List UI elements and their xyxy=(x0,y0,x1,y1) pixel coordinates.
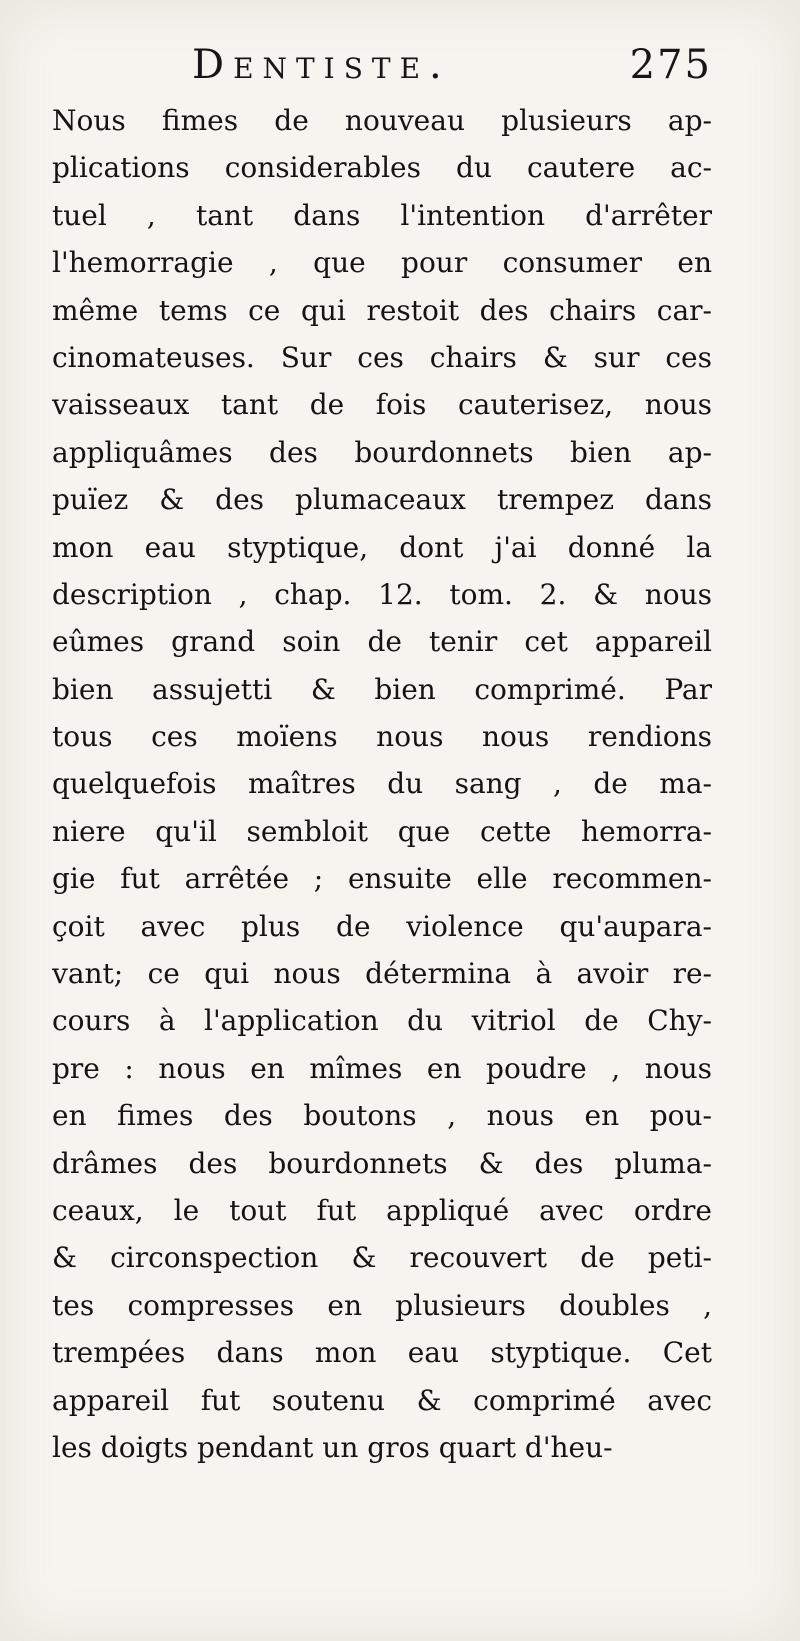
text-line: tuel , tant dans l'intention d'arrêter xyxy=(52,198,712,232)
text-line: tous ces moïens nous nous rendions xyxy=(52,720,712,754)
text-line: plications considerables du cautere ac- xyxy=(52,151,712,185)
text-line: pre : nous en mîmes en poudre , nous xyxy=(52,1051,712,1085)
text-line: niere qu'il sembloit que cette hemorra- xyxy=(52,814,712,848)
text-line: l'hemorragie , que pour consumer en xyxy=(52,246,712,280)
text-line: en fimes des boutons , nous en pou- xyxy=(52,1099,712,1133)
text-line: appareil fut soutenu & comprimé avec xyxy=(52,1383,712,1417)
text-line: vant; ce qui nous détermina à avoir re- xyxy=(52,957,712,991)
text-line: puïez & des plumaceaux trempez dans xyxy=(52,483,712,517)
text-line: çoit avec plus de violence qu'aupara- xyxy=(52,909,712,943)
body-text xyxy=(52,97,712,1471)
text-line: eûmes grand soin de tenir cet appareil xyxy=(52,625,712,659)
text-line: cours à l'application du vitriol de Chy- xyxy=(52,1004,712,1038)
text-line: appliquâmes des bourdonnets bien ap- xyxy=(52,435,712,469)
text-line: les doigts pendant un gros quart d'heu- xyxy=(52,1430,613,1464)
text-line: trempées dans mon eau styptique. Cet xyxy=(52,1336,712,1370)
text-line: drâmes des bourdonnets & des pluma- xyxy=(52,1146,712,1180)
text-line: vaisseaux tant de fois cauterisez, nous xyxy=(52,388,712,422)
text-line: gie fut arrêtée ; ensuite elle recommen- xyxy=(52,862,712,896)
text-line: cinomateuses. Sur ces chairs & sur ces xyxy=(52,340,712,374)
text-line: description , chap. 12. tom. 2. & nous xyxy=(52,577,712,611)
text-line: bien assujetti & bien comprimé. Par xyxy=(52,672,712,706)
page-number: 275 xyxy=(629,42,712,88)
text-line: Nous fimes de nouveau plusieurs ap- xyxy=(52,104,712,137)
running-title: Dentiste. xyxy=(192,42,451,88)
page-header xyxy=(52,42,712,92)
text-line: & circonspection & recouvert de peti- xyxy=(52,1241,712,1275)
text-line: ceaux, le tout fut appliqué avec ordre xyxy=(52,1193,712,1227)
text-line: quelquefois maîtres du sang , de ma- xyxy=(52,767,712,801)
text-line: tes compresses en plusieurs doubles , xyxy=(52,1288,712,1322)
text-line: mon eau styptique, dont j'ai donné la xyxy=(52,530,712,564)
text-line: même tems ce qui restoit des chairs car- xyxy=(52,293,712,327)
